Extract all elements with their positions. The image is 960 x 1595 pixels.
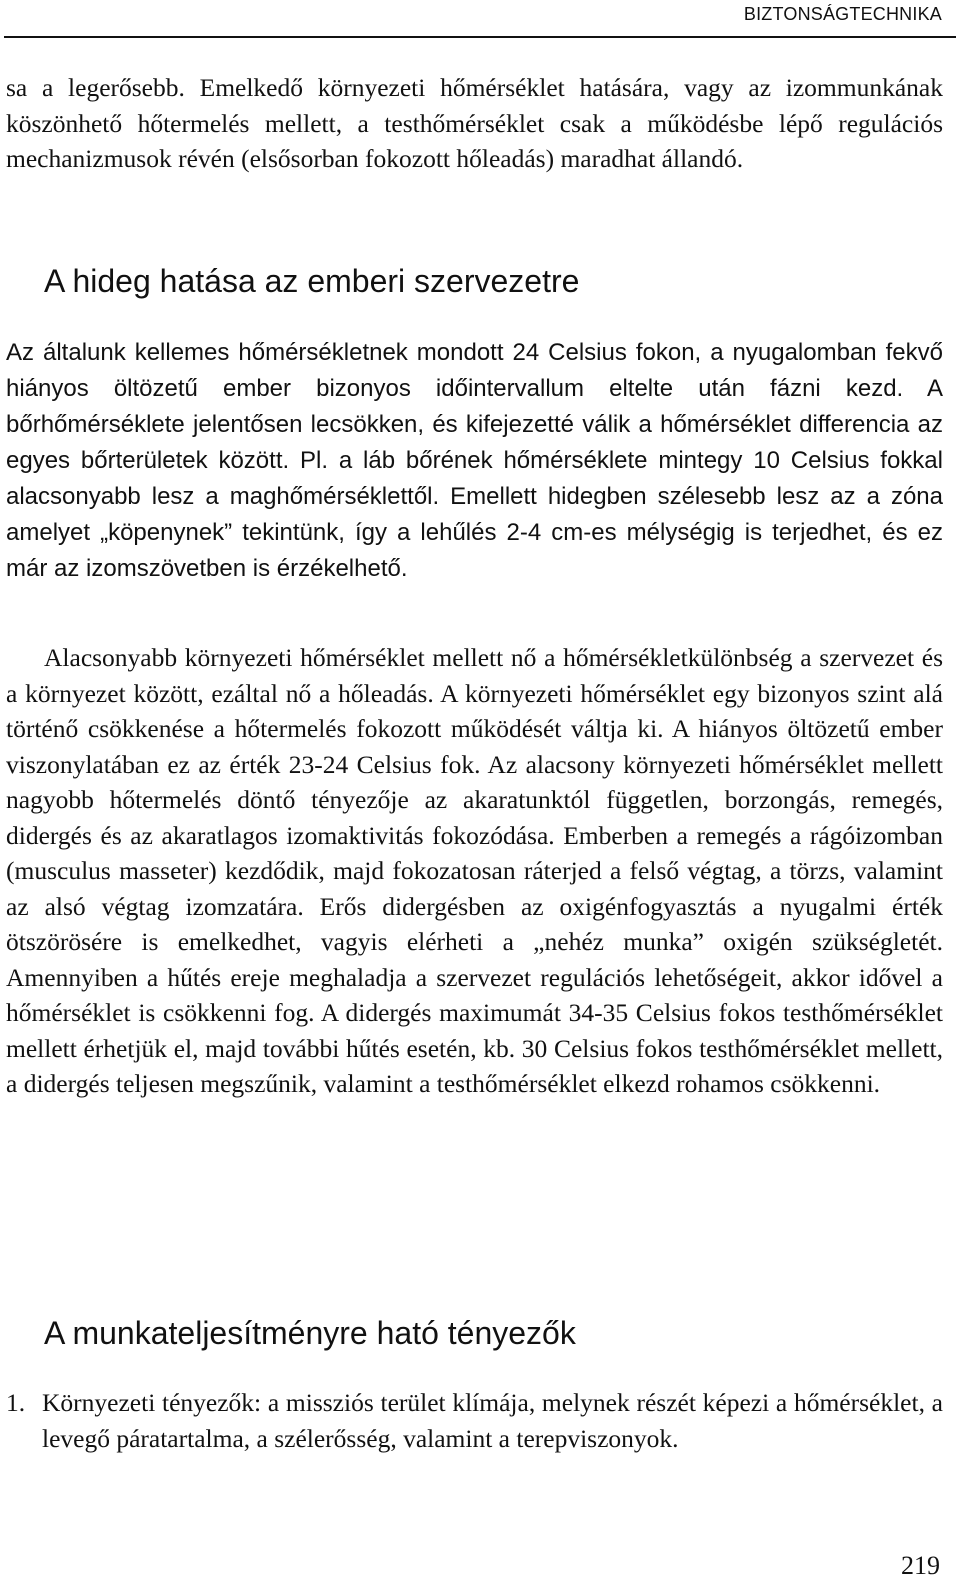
section-heading-performance-factors: A munkateljesítményre ható tényezők <box>44 1315 576 1351</box>
section1-paragraph-1: Az általunk kellemes hőmérsékletnek mondott 24 Celsius fokon, a nyugalomban fekvő hiányos öltözetű ember bizonyos időintervallum eltelte után fázni kezd. A bőrhőmérséklete jelentősen lecsökken, és kifejezetté válik a hőmérséklet differencia az egyes bőrterületek között. Pl. a láb bőrének hőmérséklete mintegy 10 Celsius fokkal alacsonyabb lesz a maghőmérséklettől. Emellett hidegben szélesebb lesz az a zóna amelyet „köpenynek” tekintünk, így a lehűlés 2-4 cm-es mélységig is terjedhet, és ez már az izomszövetben is érzékelhető. <box>6 339 943 582</box>
list-item-text: Környezeti tényezők: a missziós terület klímája, melynek részét képezi a hőmérséklet, a levegő páratartalma, a szélerősség, valamint a terepviszonyok. <box>42 1388 943 1453</box>
intro-paragraph: sa a legerősebb. Emelkedő környezeti hőmérséklet hatására, vagy az izommunkának köszönhető hőtermelés mellett, a testhőmérséklet csak a működésbe lépő regulációs mechanizmusok révén (elsősorban fokozott hőleadás) maradhat állandó. <box>6 73 943 173</box>
section1-paragraph-2: Alacsonyabb környezeti hőmérséklet mellett nő a hőmérsékletkülönbség a szervezet és a környezet között, ezáltal nő a hőleadás. A környezeti hőmérséklet egy bizonyos szint alá történő csökkenése a hőtermelés fokozott működését váltja ki. A hiányos öltözetű ember viszonylatában ez az érték 23-24 Celsius fok. Az alacsony környezeti hőmérséklet mellett nagyobb hőtermelés döntő tényezője az akaratunktól független, borzongás, remegés, didergés és az akaratlagos izomaktivitás fokozódása. Emberben a remegés a rágóizomban (musculus masseter) kezdődik, majd fokozatosan ráterjed a felső végtag, a törzs, valamint az alsó végtag izomzatára. Erős didergésben az oxigénfogyasztás a nyugalmi érték ötszörösére is emelkedhet, vagyis elérheti a „nehéz munka” oxigén szükségletét. Amennyiben a hűtés ereje meghaladja a szervezet regulációs lehetőségeit, akkor idővel a hőmérséklet is csökkenni fog. A didergés maximumát 34-35 Celsius fokos testhőmérséklet mellett érhetjük el, majd további hűtés esetén, kb. 30 Celsius fokos testhőmérséklet mellett, a didergés teljesen megszűnik, valamint a testhőmérséklet elkezd rohamos csökkenni. <box>6 643 943 1098</box>
running-header: BIZTONSÁGTECHNIKA <box>743 4 942 24</box>
factors-list <box>6 1385 943 1456</box>
header-rule <box>4 36 956 38</box>
page-number: 219 <box>901 1551 940 1580</box>
list-item <box>6 1385 943 1456</box>
section-heading-cold-effects: A hideg hatása az emberi szervezetre <box>44 263 580 299</box>
list-item-number: 1. <box>6 1388 26 1417</box>
